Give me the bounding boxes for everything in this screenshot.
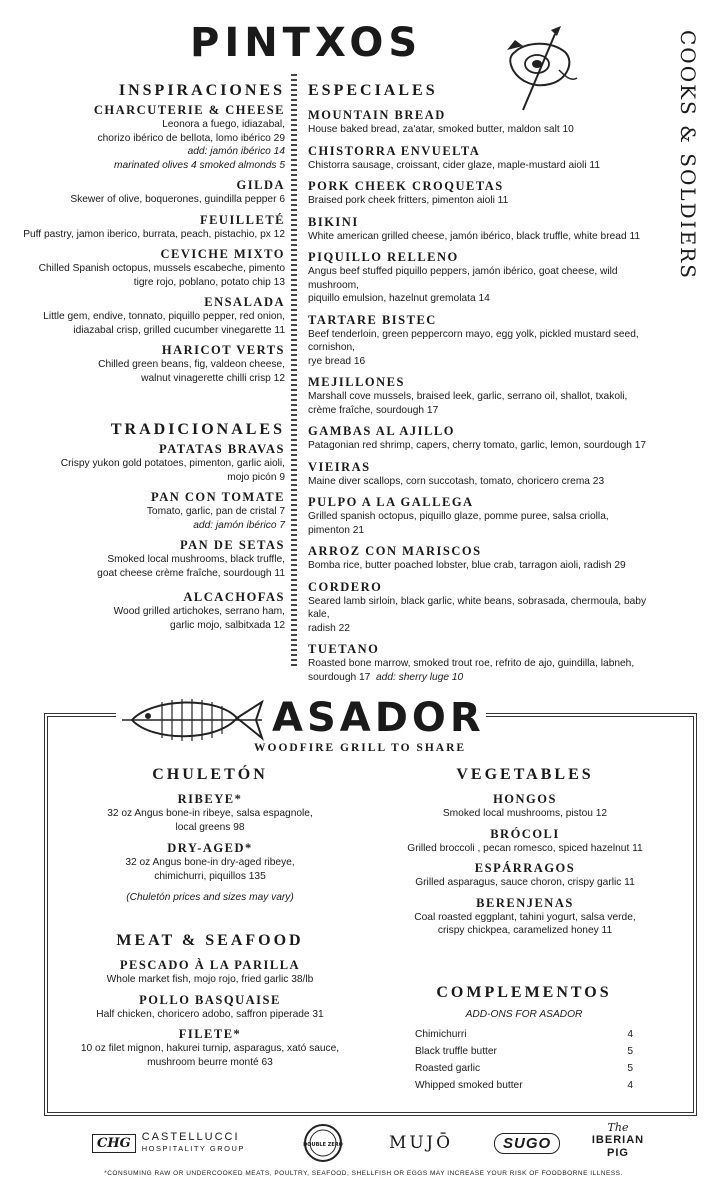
item-name: DRY-AGED* <box>167 841 253 855</box>
item-name: PIQUILLO RELLENO <box>308 250 459 264</box>
menu-item <box>10 178 285 207</box>
section-heading-complementos: COMPLEMENTOS <box>436 984 612 1001</box>
section-heading-tradicionales: TRADICIONALES <box>110 421 285 438</box>
item-desc: White american grilled cheese, jamón ibérico, black truffle, white bread 11 <box>308 230 641 242</box>
item-name: POLLO BASQUAISE <box>139 992 281 1007</box>
addon-name: Chimichurri <box>415 1028 467 1040</box>
menu-item <box>10 247 285 289</box>
item-name: MOUNTAIN BREAD <box>308 108 446 122</box>
item-name: MEJILLONES <box>308 375 405 389</box>
menu-item <box>10 103 285 172</box>
brand-name: COOKS & SOLDIERS <box>676 30 700 280</box>
complementos-section <box>415 984 633 1094</box>
item-desc: crispy chickpea, caramelized honey 11 <box>437 925 613 936</box>
item-desc: Skewer of olive, boquerones, guindilla pepper 6 <box>70 194 285 205</box>
menu-item <box>380 861 670 890</box>
item-desc: Little gem, endive, tonnato, piquillo pepper, red onion, <box>43 311 285 322</box>
chg-mark: CHG <box>92 1134 136 1153</box>
menu-item <box>308 215 648 244</box>
item-desc: mushroom beurre monté 63 <box>147 1056 273 1068</box>
item-desc <box>308 671 648 685</box>
item-desc: Patagonian red shrimp, capers, cherry tomato, garlic, lemon, sourdough 17 <box>308 440 647 451</box>
asador-title: ASADOR <box>272 695 485 741</box>
section-heading-meat-seafood: MEAT & SEAFOOD <box>116 932 304 949</box>
chg-text <box>142 1132 245 1154</box>
page-title: PINTXOS <box>190 20 423 66</box>
item-desc: Angus beef stuffed piquillo peppers, jamón ibérico, goat cheese, wild mushroom, <box>308 266 618 291</box>
item-desc: mojo picón 9 <box>227 471 285 483</box>
addon-name: Whipped smoked butter <box>415 1079 523 1091</box>
item-desc: Bomba rice, butter poached lobster, blue crab, tarragon aioli, radish 29 <box>308 560 626 571</box>
item-desc: 32 oz Angus bone-in ribeye, salsa espagnole, <box>107 808 313 819</box>
item-desc: House baked bread, za'atar, smoked butter, maldon salt 10 <box>308 124 574 135</box>
item-desc: Whole market fish, mojo rojo, fried garlic 38/lb <box>106 974 314 985</box>
item-desc: walnut vinagerette chilli crisp 12 <box>141 372 285 384</box>
logo-castellucci <box>92 1132 245 1154</box>
item-addon: add: jamón ibérico 7 <box>193 519 285 531</box>
item-name: ENSALADA <box>204 295 285 309</box>
item-name: PULPO A LA GALLEGA <box>308 495 474 509</box>
item-desc: Puff pastry, jamon iberico, burrata, peach, pistachio, px 12 <box>23 228 285 240</box>
item-desc: Grilled broccoli , pecan romesco, spiced hazelnut 11 <box>407 842 643 854</box>
item-name: FEUILLETÉ <box>199 212 285 227</box>
item-name: ESPÁRRAGOS <box>474 861 576 875</box>
item-desc: Tomato, garlic, pan de cristal 7 <box>146 506 285 517</box>
double-zero-text: DOUBLE ZERO <box>303 1142 343 1148</box>
item-name: PESCADO À LA PARILLA <box>119 958 301 972</box>
item-desc: Maine diver scallops, corn succotash, tomato, choricero crema 23 <box>308 475 605 487</box>
section-heading-chuleton: CHULETÓN <box>152 766 268 783</box>
item-desc: Leonora a fuego, idiazabal, <box>162 119 285 130</box>
chg-line2: HOSPITALITY GROUP <box>141 1144 245 1153</box>
menu-item <box>10 490 285 532</box>
price-note: (Chuletón prices and sizes may vary) <box>126 892 294 903</box>
menu-item <box>10 590 285 632</box>
addon-row <box>415 1060 633 1077</box>
addon-price: 4 <box>627 1028 633 1040</box>
menu-item <box>60 792 360 834</box>
section-heading-inspiraciones: INSPIRACIONES <box>118 82 285 99</box>
item-name: BRÓCOLI <box>490 826 560 841</box>
menu-item <box>308 108 648 137</box>
item-addon: add: jamón ibérico 14 <box>187 146 285 157</box>
addon-row <box>415 1043 633 1060</box>
item-desc: piquillo emulsion, hazelnut gremolata 14 <box>308 293 490 304</box>
iberian-line3: PIG <box>607 1147 629 1159</box>
menu-item <box>308 460 648 489</box>
addon-name: Roasted garlic <box>415 1062 481 1074</box>
section-heading-vegetables: VEGETABLES <box>456 766 594 783</box>
item-desc: Half chicken, choricero adobo, saffron piperade 31 <box>96 1008 324 1020</box>
item-desc: Marshall cove mussels, braised leek, garlic, serrano oil, shallot, txakoli, <box>308 391 628 402</box>
item-name: RIBEYE* <box>177 792 243 806</box>
item-desc: local greens 98 <box>175 821 245 833</box>
menu-item <box>380 792 670 821</box>
menu-item <box>308 144 648 173</box>
addon-row <box>415 1026 633 1043</box>
item-name: TUETANO <box>308 642 380 656</box>
addon-name: Black truffle butter <box>415 1045 497 1057</box>
menu-item <box>308 313 648 369</box>
meat-seafood-section <box>60 932 360 1069</box>
logo-mujo: MUJŌ <box>389 1133 454 1153</box>
item-name: VIEIRAS <box>308 459 371 474</box>
item-desc: 10 oz filet mignon, hakurei turnip, asparagus, xató sauce, <box>80 1043 340 1054</box>
item-name: CORDERO <box>308 579 383 594</box>
item-name: FILETE* <box>178 1027 242 1041</box>
item-desc: Braised pork cheek fritters, pimenton aioli 11 <box>308 195 509 206</box>
item-desc: idiazabal crisp, grilled cucumber vinegarette 11 <box>73 324 285 336</box>
logo-double-zero <box>303 1123 343 1163</box>
item-name: ARROZ CON MARISCOS <box>308 544 482 558</box>
menu-item <box>308 495 648 537</box>
item-desc: Crispy yukon gold potatoes, pimenton, garlic aioli, <box>60 458 285 469</box>
item-desc: Smoked local mushrooms, pistou 12 <box>442 808 608 819</box>
menu-item <box>380 896 670 938</box>
menu-item <box>308 642 648 684</box>
menu-item <box>60 958 360 987</box>
addon-price: 5 <box>627 1062 633 1074</box>
item-desc: Wood grilled artichokes, serrano ham, <box>113 606 285 617</box>
item-desc: tigre rojo, poblano, potato chip 13 <box>133 276 285 288</box>
menu-item <box>10 213 285 242</box>
logo-sugo: SUGO <box>494 1133 560 1154</box>
column-divider <box>291 74 297 669</box>
item-desc: crème fraîche, sourdough 17 <box>308 404 439 416</box>
item-desc: 32 oz Angus bone-in dry-aged ribeye, <box>125 857 295 868</box>
menu-item <box>10 295 285 337</box>
addon-price: 5 <box>627 1045 633 1057</box>
item-desc: Chilled green beans, fig, valdeon cheese, <box>98 359 285 370</box>
item-desc-line: sourdough 17 <box>308 671 371 683</box>
item-name: CHARCUTERIE & CHEESE <box>93 103 285 117</box>
logo-iberian-pig <box>588 1121 648 1160</box>
fish-illustration <box>122 690 267 750</box>
menu-item <box>380 827 670 856</box>
menu-item <box>308 375 648 417</box>
chg-line1: CASTELLUCCI <box>141 1131 240 1143</box>
item-name: PORK CHEEK CROQUETAS <box>308 179 504 193</box>
item-desc: Chistorra sausage, croissant, cider glaze, maple-mustard aioli 11 <box>308 159 600 171</box>
item-desc: Beef tenderloin, green peppercorn mayo, egg yolk, pickled mustard seed, cornishon, <box>308 328 639 353</box>
item-name: PAN DE SETAS <box>179 538 285 552</box>
item-name: PATATAS BRAVAS <box>158 442 285 456</box>
disclaimer: *CONSUMING RAW OR UNDERCOOKED MEATS, POULTRY, SEAFOOD, SHELLFISH OR EGGS MAY INCREASE YOUR RISK OF FOODBORNE ILLNESS. <box>104 1170 623 1177</box>
menu-item <box>308 250 648 306</box>
item-name: PAN CON TOMATE <box>151 490 285 504</box>
item-desc: chorizo ibérico de bellota, lomo ibérico 29 <box>97 132 285 144</box>
item-name: BERENJENAS <box>476 895 574 910</box>
vegetables-section <box>380 766 670 938</box>
item-desc: Chilled Spanish octopus, mussels escabeche, pimento <box>38 263 285 274</box>
item-addon: marinated olives 4 smoked almonds 5 <box>113 159 285 171</box>
item-desc: Grilled asparagus, sauce choron, crispy garlic 11 <box>415 877 635 888</box>
menu-item <box>60 841 360 883</box>
tradicionales-section <box>10 421 285 632</box>
item-name: HARICOT VERTS <box>161 343 285 357</box>
addon-price: 4 <box>627 1079 633 1091</box>
item-name: TARTARE BISTEC <box>308 312 437 327</box>
asador-subtitle: WOODFIRE GRILL TO SHARE <box>254 742 467 754</box>
menu-item <box>308 580 648 636</box>
item-desc: Coal roasted eggplant, tahini yogurt, salsa verde, <box>414 911 636 923</box>
item-desc: rye bread 16 <box>308 355 366 367</box>
menu-item <box>308 544 648 573</box>
item-addon: add: sherry luge 10 <box>375 671 464 683</box>
menu-item <box>308 424 648 453</box>
addon-row <box>415 1077 633 1094</box>
menu-item <box>60 1027 360 1069</box>
item-desc: Roasted bone marrow, smoked trout roe, refrito de ajo, guindilla, labneh, <box>308 658 635 669</box>
item-name: GAMBAS AL AJILLO <box>308 424 455 438</box>
especiales-section <box>308 82 648 684</box>
item-desc: chimichurri, piquillos 135 <box>154 870 266 882</box>
item-name: ALCACHOFAS <box>183 590 285 604</box>
menu-item <box>10 442 285 484</box>
item-desc: Smoked local mushrooms, black truffle, <box>107 554 285 565</box>
inspiraciones-section <box>10 82 285 385</box>
chuleton-section <box>60 766 360 905</box>
item-name: CHISTORRA ENVUELTA <box>308 143 481 158</box>
item-desc: Grilled spanish octopus, piquillo glaze, pomme puree, salsa criolla, pimenton 21 <box>308 511 609 536</box>
menu-item <box>10 343 285 385</box>
item-name: CEVICHE MIXTO <box>160 247 285 261</box>
menu-item <box>308 179 648 208</box>
menu-item <box>10 538 285 580</box>
iberian-line1: The <box>607 1121 629 1134</box>
menu-item <box>60 993 360 1022</box>
section-heading-especiales: ESPECIALES <box>308 82 438 99</box>
complementos-subheading: ADD-ONS FOR ASADOR <box>465 1009 583 1020</box>
item-desc: goat cheese crème fraîche, sourdough 11 <box>97 567 285 579</box>
item-name: BIKINI <box>308 214 359 229</box>
item-desc: garlic mojo, salbitxada 12 <box>170 619 285 631</box>
item-desc: Seared lamb sirloin, black garlic, white beans, sobrasada, chermoula, baby kale, <box>308 595 647 620</box>
item-name: HONGOS <box>493 792 557 806</box>
item-desc: radish 22 <box>308 622 350 634</box>
item-name: GILDA <box>236 178 285 192</box>
iberian-line2: IBERIAN <box>591 1134 645 1146</box>
